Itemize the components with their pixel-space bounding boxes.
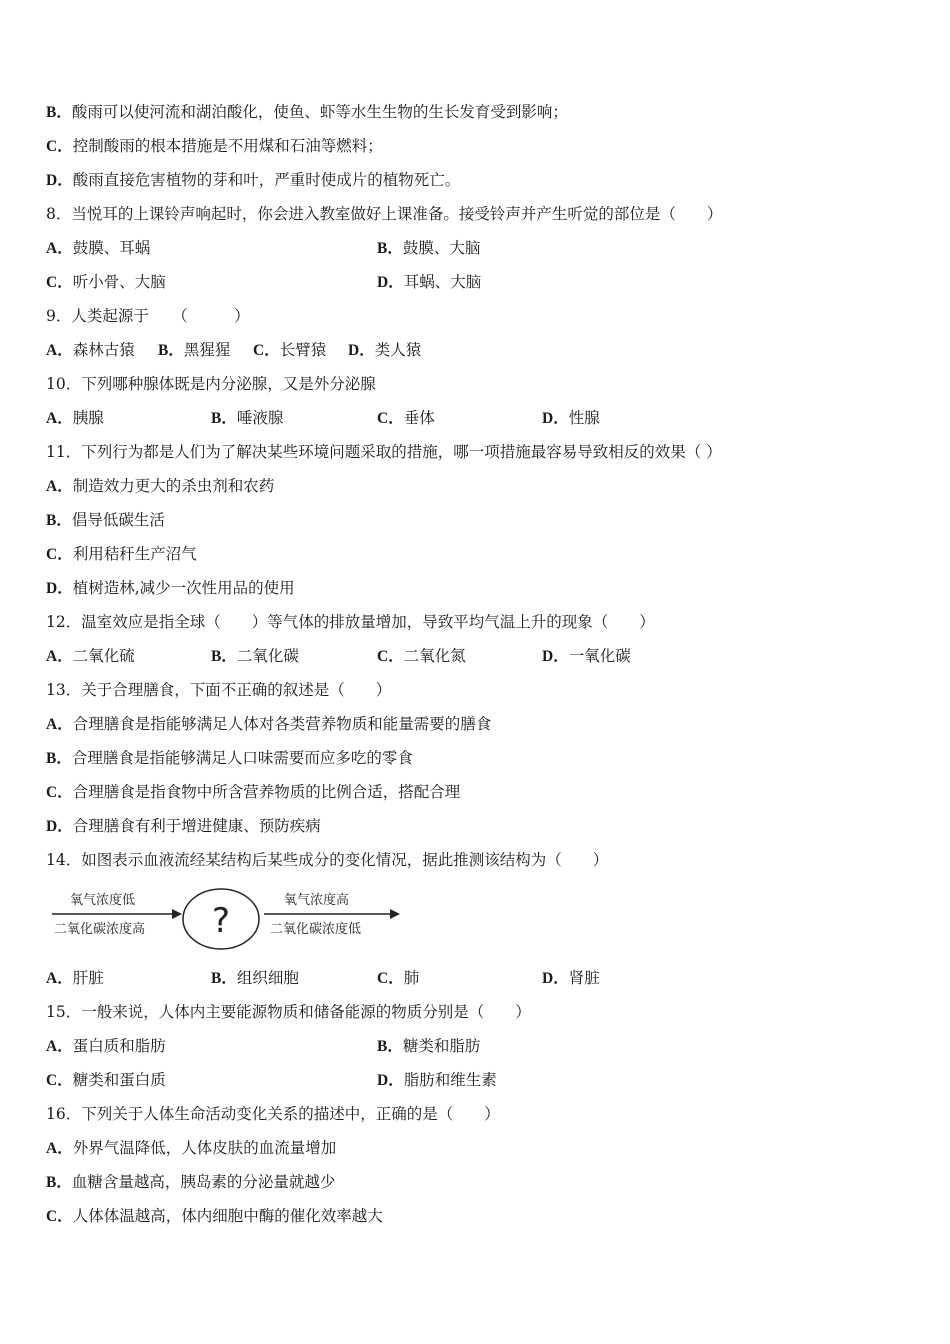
diagram-left-bottom-label: 二氧化碳浓度高 [54, 922, 146, 937]
q9-option-b: B．黑猩猩 [158, 341, 231, 359]
q9-option-a: A．森林古猿 [46, 341, 135, 359]
q14-option-c: C．肺 [377, 969, 420, 987]
q9-option-d: D．类人猿 [348, 341, 422, 359]
diagram-left-top-label: 氧气浓度低 [70, 893, 136, 908]
q11-stem: 11．下列行为都是人们为了解决某些环境问题采取的措施，哪一项措施最容易导致相反的效果（ ） [46, 443, 722, 461]
q12-option-c: C．二氧化氮 [377, 647, 466, 665]
q14-option-b: B．组织细胞 [211, 969, 299, 987]
blood-flow-diagram [48, 888, 408, 954]
q16-option-a: A．外界气温降低，人体皮肤的血流量增加 [46, 1139, 337, 1157]
q13-option-b: B．合理膳食是指能够满足人口味需要而应多吃的零食 [46, 749, 413, 767]
q7-option-c: C．控制酸雨的根本措施是不用煤和石油等燃料； [46, 137, 383, 155]
q12-stem: 12．温室效应是指全球（ ）等气体的排放量增加，导致平均气温上升的现象（ ） [46, 613, 655, 631]
q14-option-d: D．肾脏 [542, 969, 600, 987]
q10-option-c: C．垂体 [377, 409, 435, 427]
q16-stem: 16．下列关于人体生命活动变化关系的描述中，正确的是（ ） [46, 1105, 500, 1123]
q10-option-d: D．性腺 [542, 409, 600, 427]
q13-option-c: C．合理膳食是指食物中所含营养物质的比例合适，搭配合理 [46, 783, 461, 801]
q13-option-d: D．合理膳食有利于增进健康、预防疾病 [46, 817, 321, 835]
diagram-question-mark: ? [211, 901, 231, 941]
q15-option-a: A．蛋白质和脂肪 [46, 1037, 166, 1055]
q9-option-c: C．长臂猿 [253, 341, 327, 359]
diagram-right-bottom-label: 二氧化碳浓度低 [270, 922, 362, 937]
diagram-right-arrowhead [390, 909, 400, 919]
q14-option-a: A．肝脏 [46, 969, 104, 987]
q7-option-b: B．酸雨可以使河流和湖泊酸化，使鱼、虾等水生生物的生长发育受到影响； [46, 103, 568, 121]
q11-option-d: D．植树造林,减少一次性用品的使用 [46, 579, 295, 597]
q11-option-a: A．制造效力更大的杀虫剂和农药 [46, 477, 275, 495]
q10-stem: 10．下列哪种腺体既是内分泌腺，又是外分泌腺 [46, 375, 376, 393]
q8-option-c: C．听小骨、大脑 [46, 273, 166, 291]
diagram-left-arrowhead [172, 909, 182, 919]
q8-option-d: D．耳蜗、大脑 [377, 273, 482, 291]
q15-option-c: C．糖类和蛋白质 [46, 1071, 166, 1089]
q15-stem: 15．一般来说，人体内主要能源物质和储备能源的物质分别是（ ） [46, 1003, 531, 1021]
q8-option-b: B．鼓膜、大脑 [377, 239, 481, 257]
q16-option-b: B．血糖含量越高，胰岛素的分泌量就越少 [46, 1173, 336, 1191]
q10-option-a: A．胰腺 [46, 409, 104, 427]
q16-option-c: C．人体体温越高，体内细胞中酶的催化效率越大 [46, 1207, 383, 1225]
q8-stem: 8．当悦耳的上课铃声响起时，你会进入教室做好上课准备。接受铃声并产生听觉的部位是（ ） [46, 205, 723, 223]
q15-option-b: B．糖类和脂肪 [377, 1037, 481, 1055]
q11-option-b: B．倡导低碳生活 [46, 511, 165, 529]
q12-option-b: B．二氧化碳 [211, 647, 299, 665]
q14-stem: 14．如图表示血液流经某结构后某些成分的变化情况，据此推测该结构为（ ） [46, 851, 609, 869]
q11-option-c: C．利用秸秆生产沼气 [46, 545, 197, 563]
q10-option-b: B．唾液腺 [211, 409, 284, 427]
q15-option-d: D．脂肪和维生素 [377, 1071, 497, 1089]
q13-option-a: A．合理膳食是指能够满足人体对各类营养物质和能量需要的膳食 [46, 715, 492, 733]
q13-stem: 13．关于合理膳食，下面不正确的叙述是（ ） [46, 681, 392, 699]
q7-option-d: D．酸雨直接危害植物的芽和叶，严重时使成片的植物死亡。 [46, 171, 461, 189]
q12-option-a: A．二氧化硫 [46, 647, 135, 665]
diagram-right-top-label: 氧气浓度高 [284, 893, 350, 908]
q12-option-d: D．一氧化碳 [542, 647, 631, 665]
q8-option-a: A．鼓膜、耳蜗 [46, 239, 151, 257]
q9-stem: 9．人类起源于 （ ） [46, 307, 250, 325]
